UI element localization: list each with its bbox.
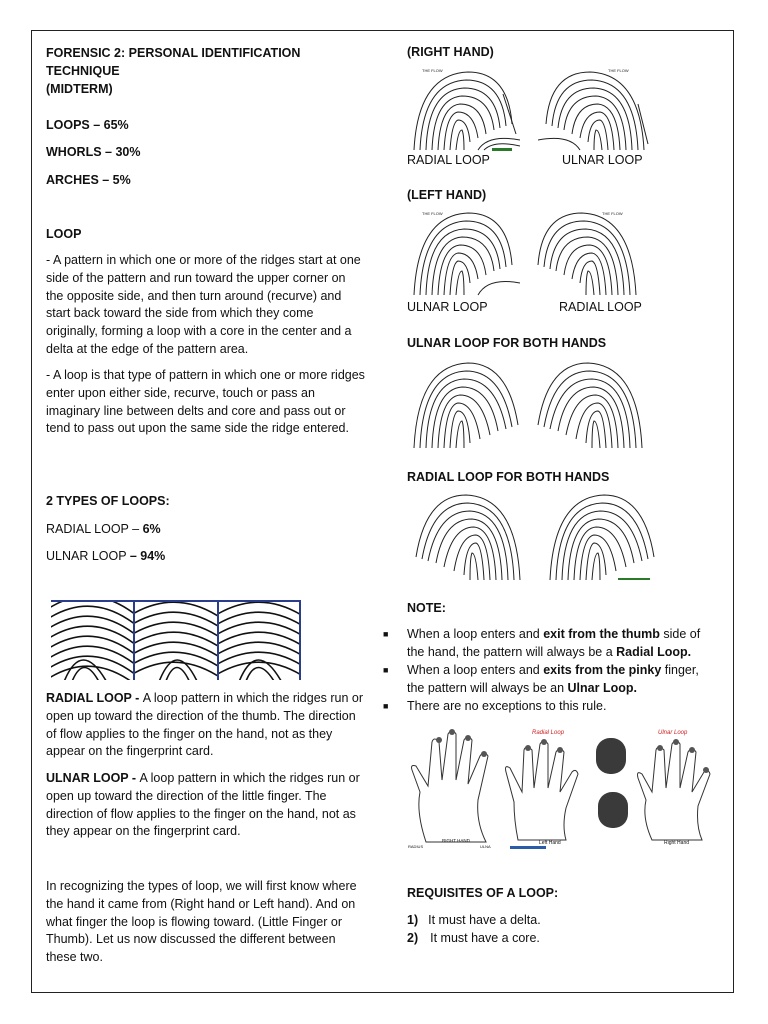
left-hand-ulnar-loop-image bbox=[408, 205, 520, 297]
radial-loop-definition: RADIAL LOOP - A loop pattern in which the ridges run or open up toward the direction of the thumb. The direction of flow applies to the finger on the hand, not as they appear on the fingerprint card. bbox=[46, 691, 364, 759]
lh-radial-caption: RADIAL LOOP bbox=[559, 300, 642, 314]
ulnar-loop-definition: ULNAR LOOP - A loop pattern in which the ridges run or open up toward the direction of the little finger. The direction of flow applies to the finger on the hand, not as they appear on the fingerprint card. bbox=[46, 771, 360, 839]
hands-diagram-image bbox=[406, 722, 721, 852]
requisites-heading: REQUISITES OF A LOOP: bbox=[407, 886, 559, 900]
svg-text:THE FLOW: THE FLOW bbox=[422, 68, 443, 73]
radial-both-hands-image bbox=[408, 487, 658, 582]
right-hand-ulnar-loop-image bbox=[538, 64, 650, 152]
bullet-square-icon: ■ bbox=[383, 629, 389, 639]
lh-ulnar-caption: ULNAR LOOP bbox=[407, 300, 488, 314]
ulnar-both-heading: ULNAR LOOP FOR BOTH HANDS bbox=[407, 336, 607, 350]
diagram-radial-title: Radial Loop bbox=[532, 730, 565, 736]
left-hand-radial-loop-image bbox=[530, 205, 642, 297]
types-heading: 2 TYPES OF LOOPS: bbox=[46, 494, 170, 508]
radial-percentage: RADIAL LOOP – 6% bbox=[46, 522, 161, 536]
diagram-left-hand-label: Left Hand bbox=[539, 840, 561, 846]
svg-text:THE FLOW: THE FLOW bbox=[422, 211, 443, 216]
title-line-1: FORENSIC 2: PERSONAL IDENTIFICATION TECHNIQUE bbox=[46, 46, 301, 78]
right-hand-radial-loop-image bbox=[408, 64, 520, 152]
note-item-1: ■ When a loop enters and exit from the thumb side of the hand, the pattern will always be a Radial Loop. bbox=[383, 627, 701, 659]
left-hand-heading: (LEFT HAND) bbox=[407, 188, 487, 202]
stat-loops: LOOPS – 65% bbox=[46, 118, 129, 132]
stat-arches: ARCHES – 5% bbox=[46, 173, 131, 187]
bullet-square-icon: ■ bbox=[383, 701, 389, 711]
note-item-3: ■ There are no exceptions to this rule. bbox=[383, 699, 607, 713]
diagram-ulnar-title: Ulnar Loop bbox=[658, 730, 688, 736]
diagram-right-hand-2-label: Right Hand bbox=[664, 840, 690, 846]
loop-heading: LOOP bbox=[46, 227, 82, 241]
rh-radial-caption: RADIAL LOOP bbox=[407, 153, 490, 167]
title-line-2: (MIDTERM) bbox=[46, 82, 113, 96]
requisite-1: 1) It must have a delta. bbox=[407, 913, 541, 927]
radial-both-heading: RADIAL LOOP FOR BOTH HANDS bbox=[407, 470, 610, 484]
diagram-radius-label: RADIUS bbox=[408, 844, 424, 849]
requisite-2: 2) It must have a core. bbox=[407, 931, 540, 945]
stat-whorls: WHORLS – 30% bbox=[46, 145, 141, 159]
bullet-square-icon: ■ bbox=[383, 665, 389, 675]
rh-ulnar-caption: ULNAR LOOP bbox=[562, 153, 643, 167]
fingerprint-strip-image bbox=[51, 600, 301, 680]
diagram-right-hand-label: RIGHT HAND bbox=[442, 838, 470, 843]
note-list bbox=[383, 625, 718, 715]
svg-text:THE FLOW: THE FLOW bbox=[602, 211, 623, 216]
note-heading: NOTE: bbox=[407, 601, 446, 615]
loop-definition-1: - A pattern in which one or more of the ridges start at one side of the pattern and run toward the upper corner on the opposite side, and then turn around (recurve) and start back toward the side from which they come originally, forming a loop with a core in the center and a delta at the edge of the pattern area. bbox=[46, 253, 361, 356]
loop-definition-2: - A loop is that type of pattern in which one or more ridges enter upon either side, recurve, touch or pass an imaginary line between delts and core and pass out or tend to pass out upon the same side the ridge entered. bbox=[46, 368, 365, 436]
ulnar-both-hands-image bbox=[408, 355, 648, 450]
ulnar-percentage: ULNAR LOOP – 94% bbox=[46, 549, 166, 563]
diagram-ulna-label: ULNA bbox=[480, 844, 491, 849]
right-hand-heading: (RIGHT HAND) bbox=[407, 45, 494, 59]
note-item-2: ■ When a loop enters and exits from the pinky finger, the pattern will always be an Ulnar Loop. bbox=[383, 663, 699, 695]
svg-text:THE FLOW: THE FLOW bbox=[608, 68, 629, 73]
recognize-paragraph: In recognizing the types of loop, we will first know where the hand it came from (Right hand or Left hand). And on what finger the loop is flowing toward. (Little Finger or Thumb). Let us now discussed the different between these two. bbox=[46, 879, 357, 965]
page-title bbox=[46, 44, 366, 98]
